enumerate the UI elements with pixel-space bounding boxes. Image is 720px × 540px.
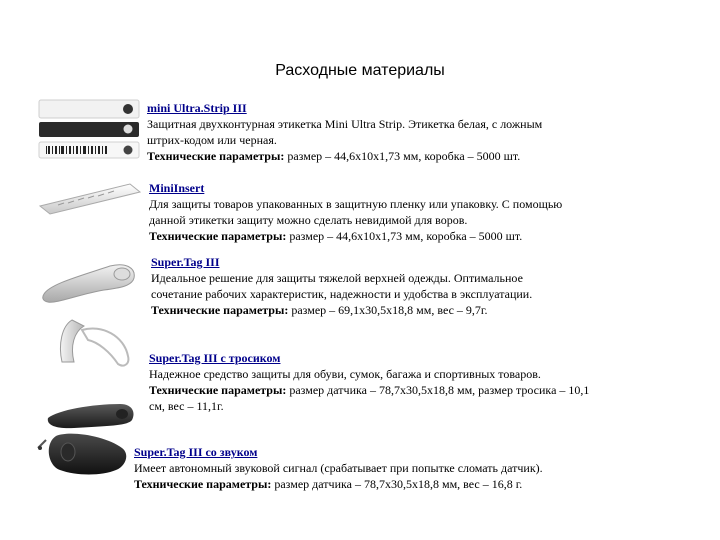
product-params-line: см, вес – 11,1г.	[149, 399, 224, 413]
product-ultra-strip	[147, 100, 542, 164]
product-params-line	[147, 148, 542, 164]
product-super-tag-sound	[134, 444, 543, 492]
super-tag-lanyard-image	[44, 316, 140, 432]
ultra-strip-label-image	[38, 98, 140, 160]
super-tag-sound-image	[36, 426, 132, 482]
super-tag-image	[40, 256, 140, 306]
product-params-line	[149, 382, 589, 398]
params-label: Технические параметры:	[151, 303, 289, 317]
params-label: Технические параметры:	[149, 383, 287, 397]
product-mini-insert	[149, 180, 562, 244]
product-description-line: данной этикетки защиту можно сделать невидимой для воров.	[149, 213, 468, 227]
product-description-line: Надежное средство защиты для обуви, сумок, багажа и спортивных товаров.	[149, 367, 541, 381]
params-value: размер – 44,6х10х1,73 мм, коробка – 5000 шт.	[284, 149, 521, 163]
product-name-link[interactable]: Super.Tag III с тросиком	[149, 351, 281, 365]
params-value: размер датчика – 78,7х30,5х18,8 мм, размер тросика – 10,1	[286, 383, 590, 397]
product-super-tag	[151, 254, 532, 318]
params-label: Технические параметры:	[149, 229, 287, 243]
product-params-line	[149, 228, 562, 244]
product-name-link[interactable]: MiniInsert	[149, 181, 205, 195]
product-description-line: сочетание рабочих характеристик, надежности и удобства в эксплуатации.	[151, 287, 533, 301]
product-name-link[interactable]: Super.Tag III	[151, 255, 220, 269]
product-description-line: Идеальное решение для защиты тяжелой верхней одежды. Оптимальное	[151, 271, 523, 285]
product-description-line: Для защиты товаров упакованных в защитную пленку или упаковку. С помощью	[149, 197, 563, 211]
params-label: Технические параметры:	[147, 149, 285, 163]
product-name-link[interactable]: mini Ultra.Strip III	[147, 101, 247, 115]
product-super-tag-lanyard	[149, 350, 589, 414]
product-params-line	[151, 302, 532, 318]
product-description-line: штрих-кодом или черная.	[147, 133, 277, 147]
params-value: размер датчика – 78,7х30,5х18,8 мм, вес – 16,8 г.	[271, 477, 523, 491]
product-name-link[interactable]: Super.Tag III со звуком	[134, 445, 258, 459]
params-value: размер – 44,6х10х1,73 мм, коробка – 5000 шт.	[286, 229, 523, 243]
product-description-line: Защитная двухконтурная этикетка Mini Ultra Strip. Этикетка белая, с ложным	[147, 117, 543, 131]
page-title: Расходные материалы	[275, 62, 445, 79]
params-value: размер – 69,1х30,5х18,8 мм, вес – 9,7г.	[288, 303, 488, 317]
mini-insert-label-image	[38, 178, 142, 218]
product-params-line	[134, 476, 543, 492]
params-label: Технические параметры:	[134, 477, 272, 491]
product-description-line: Имеет автономный звуковой сигнал (срабатывает при попытке сломать датчик).	[134, 461, 543, 475]
